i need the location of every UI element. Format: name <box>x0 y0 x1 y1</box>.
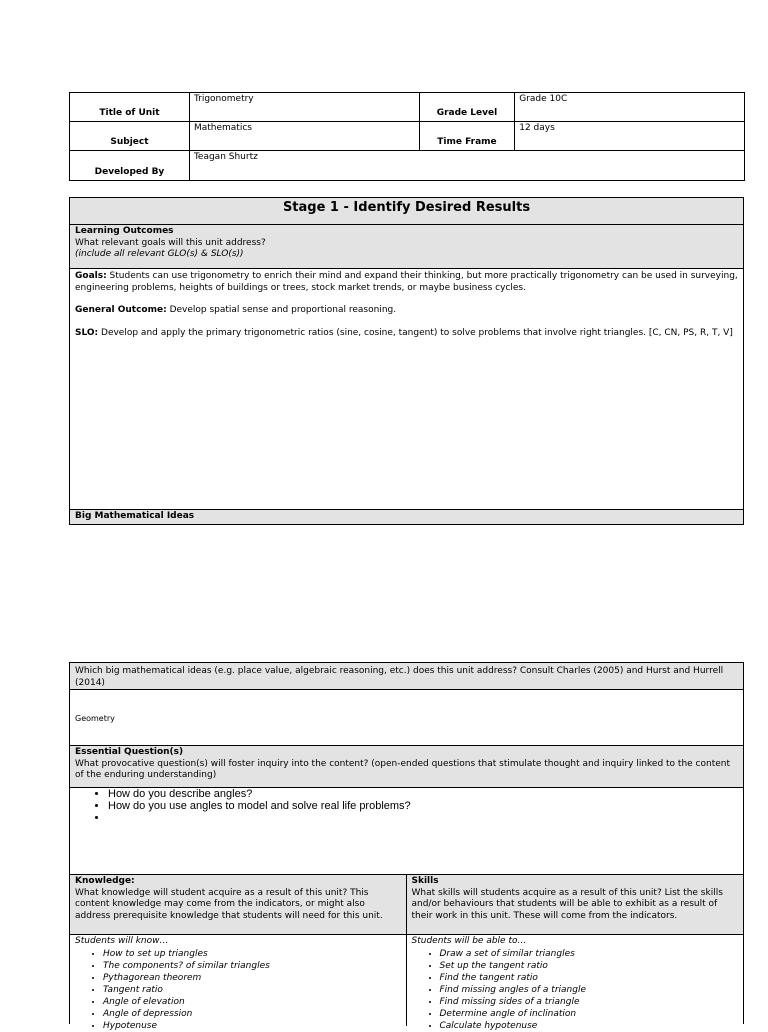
section-2 <box>69 662 744 1031</box>
stage-1-section <box>69 197 744 525</box>
slo-label: SLO: <box>75 328 99 339</box>
list-item: • Find missing sides of a triangle <box>440 996 739 1008</box>
list-item: • How to set up triangles <box>103 948 401 960</box>
list-item: • Find missing angles of a triangle <box>440 984 739 996</box>
learning-outcomes-heading: Learning Outcomes <box>75 226 174 236</box>
subject-label: Subject <box>70 122 190 151</box>
essential-questions-heading: Essential Question(s) <box>75 747 184 757</box>
list-item: • Angle of elevation <box>103 996 401 1008</box>
general-outcome-label: General Outcome: <box>75 305 167 316</box>
skills-prompt: What skills will students acquire as a result of this unit? List the skills and/or behaviours that students will be able to exhibit as a result of their work in this unit. These will come from the indicators. <box>411 887 723 922</box>
slo-text: Develop and apply the primary trigonometric ratios (sine, cosine, tangent) to solve problems that involve right triangles. [C, CN, PS, R, T, V] <box>98 328 733 339</box>
general-outcome-text: Develop spatial sense and proportional reasoning. <box>166 305 397 316</box>
knowledge-heading: Knowledge: <box>75 876 135 886</box>
skills-lead: Students will be able to… <box>411 936 527 946</box>
learning-outcomes-note: (include all relevant GLO(s) & SLO(s)) <box>75 249 244 260</box>
list-item: • Find the tangent ratio <box>440 972 739 984</box>
list-item: • Hypotenuse <box>103 1020 401 1032</box>
slo-paragraph <box>75 328 738 340</box>
list-item: • Calculate hypotenuse <box>440 1020 739 1032</box>
knowledge-lead: Students will know… <box>75 936 169 946</box>
grade-level-value: Grade 10C <box>515 93 745 122</box>
knowledge-prompt: What knowledge will student acquire as a result of this unit? This content knowledge may come from the indicators, or might also address prerequisite knowledge that students will need for this unit. <box>75 887 383 922</box>
essential-questions-prompt: What provocative question(s) will foster inquiry into the content? (open-ended questions that stimulate thought and inquiry linked to the content of the enduring understanding) <box>75 758 731 781</box>
knowledge-header <box>70 875 407 934</box>
list-item: • Tangent ratio <box>103 984 401 996</box>
skills-header <box>407 875 744 934</box>
knowledge-skills-header <box>70 875 743 935</box>
list-item: • The components? of similar triangles <box>103 960 401 972</box>
subject-value: Mathematics <box>189 122 419 151</box>
skills-list <box>407 935 744 1031</box>
big-ideas-heading: Big Mathematical Ideas <box>70 510 743 524</box>
list-item: • How do you describe angles? <box>108 788 743 800</box>
stage-1-title: Stage 1 - Identify Desired Results <box>70 198 743 225</box>
unit-info-table <box>69 92 745 181</box>
learning-outcomes-block <box>70 225 743 269</box>
general-outcome-paragraph <box>75 305 738 317</box>
knowledge-list <box>70 935 407 1031</box>
list-item: • Determine angle of inclination <box>440 1008 739 1020</box>
big-ideas-prompt: Which big mathematical ideas (e.g. place value, algebraic reasoning, etc.) does this unit address? Consult Charles (2005) and Hurst and Hurrell (2014) <box>70 663 743 690</box>
goals-block <box>70 269 743 510</box>
essential-questions-block <box>70 746 743 788</box>
time-frame-label: Time Frame <box>419 122 515 151</box>
learning-outcomes-prompt: What relevant goals will this unit address? <box>75 237 266 248</box>
developed-by-label: Developed By <box>70 151 190 181</box>
goals-label: Goals: <box>75 271 107 281</box>
grade-level-label: Grade Level <box>419 93 515 122</box>
list-item: • Angle of depression <box>103 1008 401 1020</box>
developed-by-value: Teagan Shurtz <box>189 151 744 181</box>
essential-questions-list <box>70 788 743 875</box>
list-item: • Draw a set of similar triangles <box>440 948 739 960</box>
title-of-unit-value: Trigonometry <box>189 93 419 122</box>
skills-heading: Skills <box>411 876 439 886</box>
knowledge-skills-lists <box>70 935 743 1031</box>
goals-paragraph <box>75 271 738 294</box>
list-item <box>108 812 743 824</box>
list-item: • Pythagorean theorem <box>103 972 401 984</box>
big-ideas-answer: Geometry <box>70 690 743 746</box>
time-frame-value: 12 days <box>515 122 745 151</box>
goals-text: Students can use trigonometry to enrich their mind and expand their thinking, but more practically trigonometry can be used in surveying, engineering problems, heights of buildings or trees, stock market trends, or maybe business cycles. <box>75 271 738 293</box>
list-item: • How do you use angles to model and solve real life problems? <box>108 800 743 812</box>
list-item: • Set up the tangent ratio <box>440 960 739 972</box>
title-of-unit-label: Title of Unit <box>70 93 190 122</box>
